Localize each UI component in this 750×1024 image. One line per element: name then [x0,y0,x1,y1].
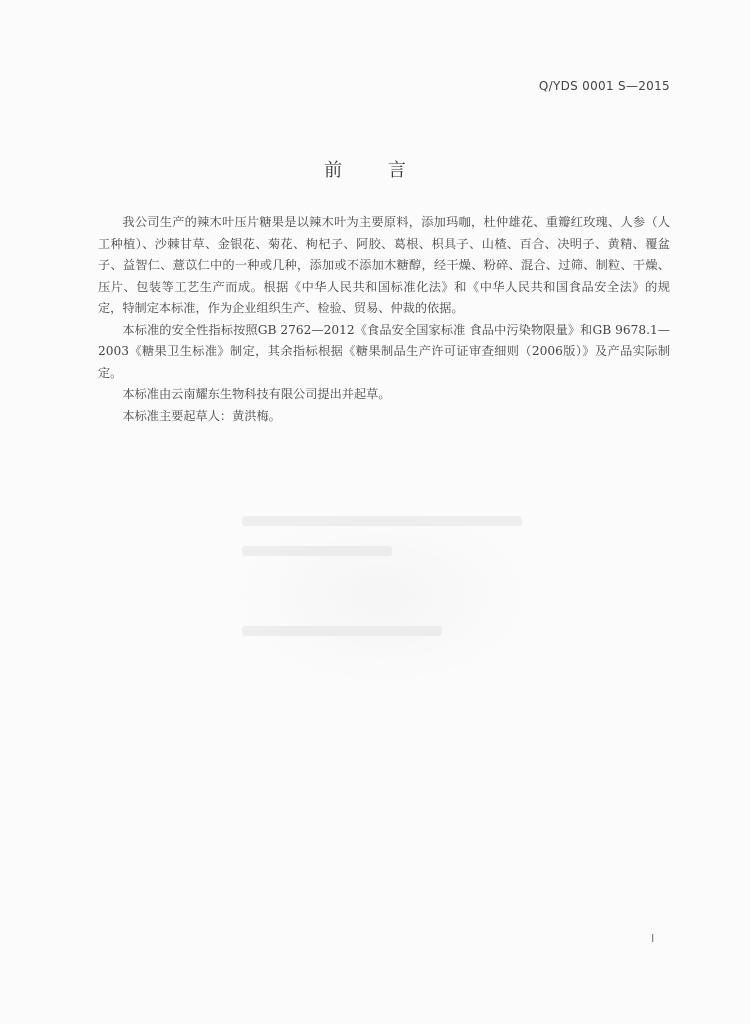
faint-stamp-mark [232,506,532,686]
foreword-body [98,212,670,427]
page-title: 前 言 [324,160,426,181]
page-number: I [651,932,655,945]
paragraph-proposer: 本标准由云南耀东生物科技有限公司提出并起草。 [122,387,391,401]
paragraph-safety-indicators: 本标准的安全性指标按照GB 2762—2012《食品安全国家标准 食品中污染物限量》和GB 9678.1—2003《糖果卫生标准》制定，其余指标根据《糖果制品生产许可证审查细则（2006版）》及产品实际制定。 [98,322,670,380]
paragraph-intro: 我公司生产的辣木叶压片糖果是以辣木叶为主要原料，添加玛咖，杜仲雄花、重瓣红玫瑰、人参（人工种植）、沙棘甘草、金银花、菊花、枸杞子、阿胶、葛根、枳具子、山楂、百合、决明子、黄精、覆盆子、益智仁、薏苡仁中的一种或几种，添加或不添加木糖醇，经干燥、粉碎、混合、过筛、制粒、干燥、压片、包装等工艺生产而成。根据《中华人民共和国标准化法》和《中华人民共和国食品安全法》的规定，特制定本标准，作为企业组织生产、检验、贸易、仲裁的依据。 [98,215,670,315]
paragraph-drafter: 本标准主要起草人：黄洪梅。 [122,408,281,423]
document-code: Q/YDS 0001 S—2015 [538,79,670,93]
